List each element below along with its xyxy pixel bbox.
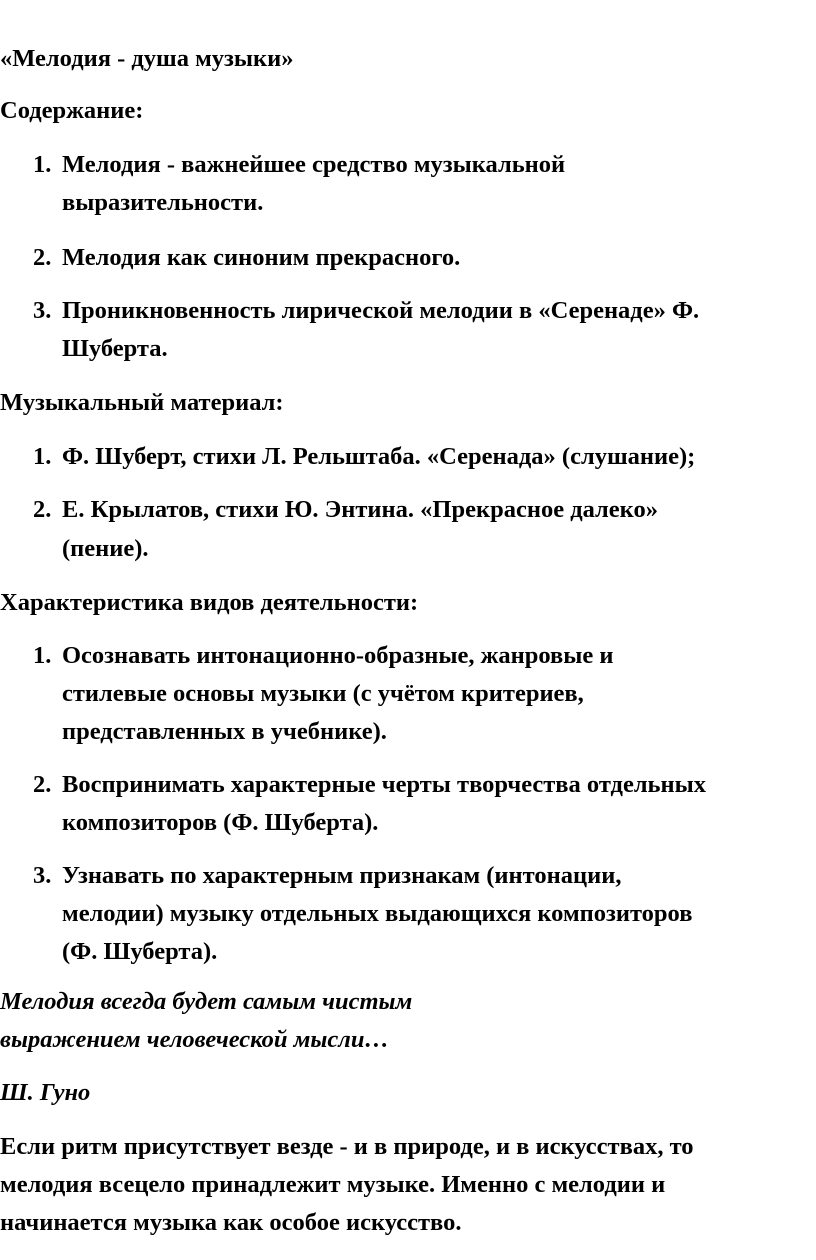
closing-line-3: начинается музыка как особое искусство. [0, 1209, 462, 1236]
activities-item-2-number: 2. [33, 771, 52, 798]
contents-item-1-line-2: выразительности. [62, 189, 264, 216]
closing-line-2: мелодия всецело принадлежит музыке. Именно с мелодии и [0, 1171, 666, 1198]
contents-item-1-number: 1. [33, 151, 52, 178]
activities-item-2-line-1: Воспринимать характерные черты творчества отдельных [62, 771, 707, 798]
activities-item-1-number: 1. [33, 642, 52, 669]
material-item-1-number: 1. [33, 443, 52, 470]
activities-item-3-line-3: (Ф. Шуберта). [62, 938, 218, 965]
epigraph-line-1: Мелодия всегда будет самым чистым [0, 988, 413, 1015]
document-title: «Мелодия - душа музыки» [0, 45, 294, 72]
activities-heading: Характеристика видов деятельности: [0, 589, 419, 616]
contents-heading: Содержание: [0, 97, 144, 124]
material-item-1-line-1: Ф. Шуберт, стихи Л. Рельштаба. «Серенада» (слушание); [62, 443, 696, 470]
contents-item-3-line-1: Проникновенность лирической мелодии в «Серенаде» Ф. [62, 297, 700, 324]
contents-item-3-number: 3. [33, 297, 52, 324]
activities-item-1-line-1: Осознавать интонационно-образные, жанровые и [62, 642, 614, 669]
contents-item-1-line-1: Мелодия - важнейшее средство музыкальной [62, 151, 566, 178]
closing-line-1: Если ритм присутствует везде - и в природе, и в искусствах, то [0, 1133, 694, 1160]
activities-item-2-line-2: композиторов (Ф. Шуберта). [62, 809, 379, 836]
activities-item-1-line-3: представленных в учебнике). [62, 718, 387, 745]
material-item-2-line-1: Е. Крылатов, стихи Ю. Энтина. «Прекрасное далеко» [62, 496, 658, 523]
material-item-2-line-2: (пение). [62, 535, 149, 562]
contents-item-2-line-1: Мелодия как синоним прекрасного. [62, 244, 461, 271]
activities-item-1-line-2: стилевые основы музыки (с учётом критериев, [62, 680, 584, 707]
epigraph-author: Ш. Гуно [0, 1079, 91, 1106]
material-item-2-number: 2. [33, 496, 52, 523]
contents-item-3-line-2: Шуберта. [62, 335, 168, 362]
material-heading: Музыкальный материал: [0, 389, 284, 416]
contents-item-2-number: 2. [33, 244, 52, 271]
activities-item-3-number: 3. [33, 862, 52, 889]
epigraph-line-2: выражением человеческой мысли… [0, 1026, 389, 1053]
activities-item-3-line-1: Узнавать по характерным признакам (интонации, [62, 862, 622, 889]
activities-item-3-line-2: мелодии) музыку отдельных выдающихся композиторов [62, 900, 693, 927]
